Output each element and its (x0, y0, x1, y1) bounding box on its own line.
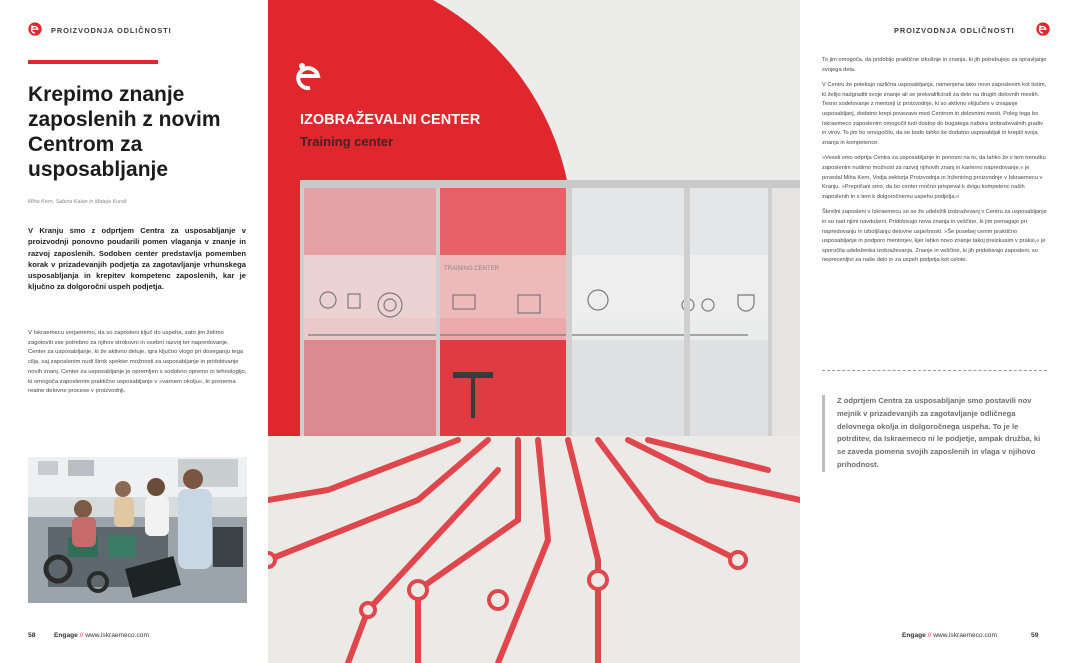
footer-brand: Engage (54, 632, 78, 639)
paragraph: To jim omogoča, da pridobijo praktične izkušnje in znanja, ki jih potrebujejo za opravljanje svojega dela. (822, 57, 1047, 73)
article-title: Krepimo znanje zaposlenih z novim Centrom za usposabljanje (28, 83, 221, 181)
footer-url[interactable]: www.iskraemeco.com (933, 632, 997, 639)
page-footer (54, 632, 149, 639)
article-authors: Miha Kern, Sabina Kalan in Mateja Kuralt (28, 199, 127, 205)
training-center-scene (268, 0, 800, 663)
footer-url[interactable]: www.iskraemeco.com (85, 632, 149, 639)
glass-label: TRAINING CENTER (444, 266, 500, 272)
page-footer-right (902, 632, 997, 639)
pull-quote: Z odprtjem Centra za usposabljanje smo postavili nov mejnik v prizadevanjih za zagotavljanje odličnega delovnega okolja in dolgoročnega uspeha. To je le potrditev, da Iskraemeco ni le podjetje, ampak družba, ki se zaveda pomena svojih zaposlenih in vlaga v njihovo prihodnost. (822, 395, 1047, 472)
right-page (800, 0, 1071, 663)
article-body: V Iskraemecu verjamemo, da so zaposleni ključ do uspeha, zato jim želimo zagotoviti vse potrebno za njihov strokovni in osebni razvoj ter napredovanje. Center za usposabljanje, ki že aktivno deluje, igra ključno vlogo pri doseganju tega cilja, saj zaposlenim nudi širok spekter možnosti za usposabljanje in pridobivanje novih znanj. Center za usposabljanje je opremljen s sodobno opremo in tehnologijo, ki omogoča zaposlenim praktično usposabljanje v »varnem okolju«, ki posnema realne delovne procese v proizvodnji. (28, 330, 247, 395)
iskraemeco-logo-icon (28, 22, 42, 36)
team-training-photo (28, 457, 247, 603)
paragraph: V Centru že potekajo različna usposabljanja, namenjena tako novo zaposlenim kot tistim, ki želijo nadgraditi svoje znanje ali se prekvalificirati za delo na drugih delovnih mestih. Tesno sodelovanje z mentorji iz proizvodnje, ki so aktivno vključeni v izvajanje usposabljanj, dodatno krepi povezavo med Centrom in delovnimi mesti. Poleg tega bo Iskraemeco zaposlenim omogočil tudi dostop do bogatega nabora izobraževalnih gradiv in virov. To jim bo omogočilo, da se bodo lahko še dodatno usposabljali in krepili svoja znanja in kompetence. (822, 82, 1047, 146)
left-page (0, 0, 268, 663)
right-body-text (822, 56, 1047, 272)
page-number-right: 59 (1031, 632, 1039, 639)
paragraph: Številni zaposleni v Iskraemecu so se že udeležili izobraževanj v Centru za usposabljanje in so nad njimi navdušeni. Pridobivajo nova znanja in veščine, ki jim pomagajo pri napredovanju in izboljšanju delovne uspešnosti. »Še posebej cenim praktično usposabljanje in podporo mentorjev, kjer lahko novo znanje takoj preizkusim v praksi,« je sporočila udeleženka izobraževanja. Znanje in veščine, ki jih pridobivajo zaposleni, so neprecenljivi za naše delo in za uspeh podjetja kot celote. (822, 209, 1047, 264)
section-label-right: PROIZVODNJA ODLIČNOSTI (894, 26, 1015, 35)
footer-brand: Engage (902, 632, 926, 639)
footer-separator: // (79, 632, 84, 639)
footer-separator: // (927, 632, 932, 639)
title-accent-bar (28, 60, 158, 64)
page-number: 58 (28, 632, 36, 639)
sign-line2: Training center (300, 134, 394, 149)
sign-line1: IZOBRAŽEVALNI CENTER (300, 112, 481, 128)
callout-divider (822, 370, 1047, 371)
paragraph: »Veseli smo odprtja Centra za usposabljanje in ponosni na to, da lahko že v tem trenutku zaposlenim nudimo možnost za razvoj njihovih znanj in karierno napredovanje,« je povedal Miha Kern, Vodja sektorja Proizvodnja in Inženiring proizvodnje v Iskraemecu v Kranju. »Prepričani smo, da bo center močno prispeval k dvigu kompetenc naših zaposlenih in s tem k dolgoročnemu uspehu podjetja.« (822, 155, 1046, 200)
section-label: PROIZVODNJA ODLIČNOSTI (51, 26, 172, 35)
training-center-photo (268, 0, 800, 663)
article-lead: V Kranju smo z odprtjem Centra za usposabljanje v proizvodnji ponovno poudarili pomen vlaganja v znanje in razvoj zaposlenih. Sodoben center predstavlja pomemben korak v prizadevanjih podjetja za zagotavljanje vrhunskega usposabljanja in krepitev kompetenc zaposlenih, kar je ključno za dolgoročni uspeh podjetja. (28, 226, 246, 292)
iskraemeco-logo-icon (1036, 22, 1050, 36)
